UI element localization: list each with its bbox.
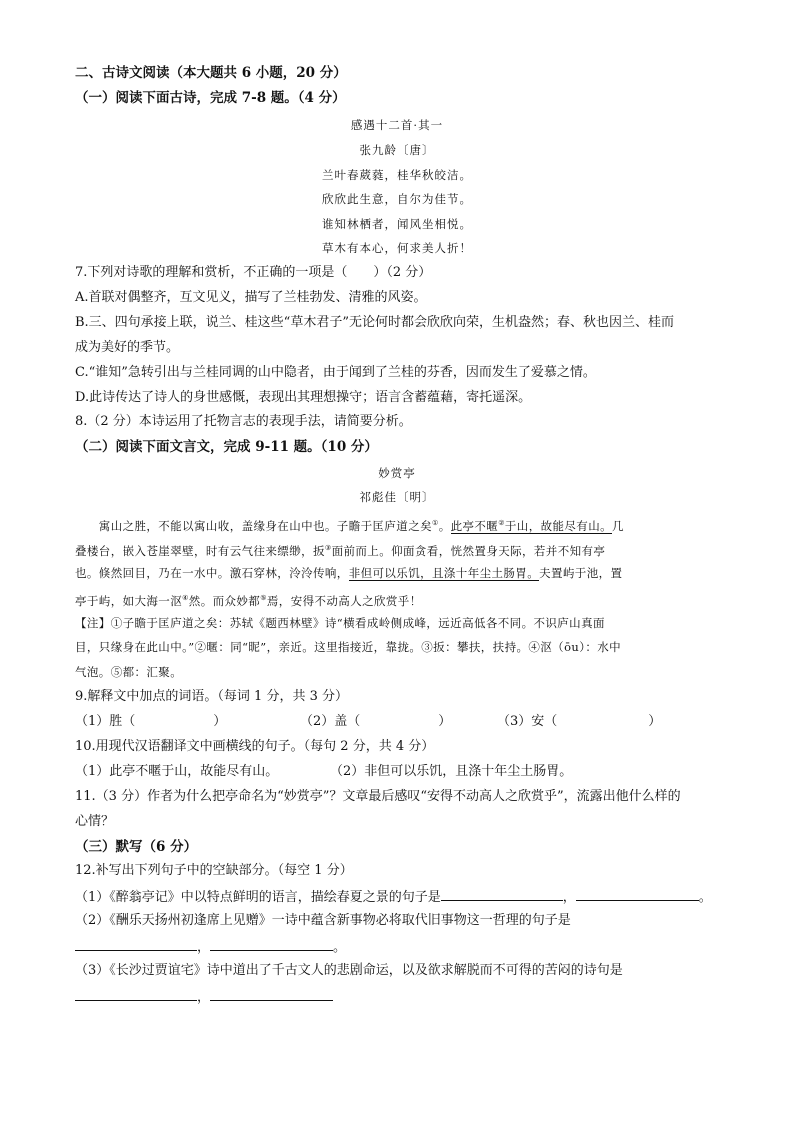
footnote-mark: ④ xyxy=(182,594,189,602)
essay-author: 祁彪佳〔明〕 xyxy=(359,490,435,504)
essay-text: 于山，故能尽有山。 xyxy=(504,518,612,533)
essay-title: 妙赏亭 xyxy=(378,466,416,480)
part3-heading: （三）默写（6 分） xyxy=(75,839,198,855)
q7-option-a: A.首联对偶整齐，互文见义，描写了兰桂勃发、清雅的风姿。 xyxy=(75,290,427,305)
part2-heading: （二）阅读下面文言文，完成 9-11 题。（10 分） xyxy=(75,439,378,455)
essay-text: 焉，安得不动高人之欣赏乎！ xyxy=(266,593,422,608)
essay-text: 几 xyxy=(612,518,624,533)
essay-text: 叠楼台，嵌入苍崖翠壁，时有云气往来缥缈，扳 xyxy=(75,543,325,558)
q12-item-1-text: （1）《醉翁亭记》中以特点鲜明的语言，描绘春夏之景的句子是 xyxy=(75,890,441,905)
note-line: 目，只缘身在此山中。”②暱：同“昵”，亲近。这里指接近，靠拢。③扳：攀扶，扶持。④沤（ōu）：水中 xyxy=(75,640,622,654)
q7-option-c: C.“谁知”急转引出与兰桂同调的山中隐者，由于闻到了兰桂的芬香，因而发生了爱慕之情。 xyxy=(75,365,596,380)
poem-author: 张九龄〔唐〕 xyxy=(359,143,435,157)
essay-text: 然。而众妙都 xyxy=(188,593,261,608)
footnote-mark: ⑤ xyxy=(260,594,267,602)
period: 。 xyxy=(333,940,347,955)
poem-title: 感遇十二首·其一 xyxy=(350,118,444,132)
answer-blank[interactable] xyxy=(576,887,699,901)
comma: ， xyxy=(197,940,211,955)
q12-item-3-answers xyxy=(75,987,333,1007)
q7-stem: 7.下列对诗歌的理解和赏析，不正确的一项是（ ）（2 分） xyxy=(75,265,432,280)
q12-item-2: （2）《酬乐天扬州初逢席上见赠》一诗中蕴含新事物必将取代旧事物这一哲理的句子是 xyxy=(75,913,571,928)
q8: 8.（2 分）本诗运用了托物言志的表现手法，请简要分析。 xyxy=(75,414,412,429)
q7-option-b: B.三、四句承接上联，说兰、桂这些“草木君子”无论何时都会欣欣向荣，生机盎然；春、秋也因兰、桂而 xyxy=(75,315,674,330)
section-title: 二、古诗文阅读（本大题共 6 小题，20 分） xyxy=(75,65,347,81)
q12-item-1 xyxy=(75,887,712,907)
q11: 11.（3 分）作者为什么把亭命名为“妙赏亭”？文章最后感叹“安得不动高人之欣赏乎”，流露出他什么样的 xyxy=(75,789,681,804)
poem-line: 兰叶春葳蕤，桂华秋皎洁。 xyxy=(322,168,472,182)
essay-text: 亭于屿，如大海一沤 xyxy=(75,593,183,608)
q9-stem: 9.解释文中加点的词语。（每词 1 分，共 3 分） xyxy=(75,689,348,704)
answer-blank[interactable] xyxy=(75,987,197,1001)
essay-text: 。 xyxy=(438,518,451,533)
poem-line: 谁知林栖者，闻风坐相悦。 xyxy=(322,217,472,231)
essay-text: 面前而上。仰面贪看，恍然置身天际，若并不知有亭 xyxy=(331,543,606,558)
q10-item-1: （1）此亭不暱于山，故能尽有山。 xyxy=(75,764,279,779)
essay-line xyxy=(75,514,624,535)
q7-option-d: D.此诗传达了诗人的身世感慨，表现出其理想操守；语言含蓄蕴藉，寄托遥深。 xyxy=(75,390,532,405)
underlined-sentence: 非但可以乐饥，且涤十年尘土肠胃。 xyxy=(348,566,540,580)
essay-text: 此亭不暱 xyxy=(450,518,499,533)
answer-blank[interactable] xyxy=(210,937,333,951)
q10-item-2: （2）非但可以乐饥，且涤十年尘土肠胃。 xyxy=(330,764,573,779)
poem-line: 草木有本心，何求美人折！ xyxy=(322,241,472,255)
part1-heading: （一）阅读下面古诗，完成 7-8 题。（4 分） xyxy=(75,90,346,106)
comma: ， xyxy=(197,990,211,1005)
q12-item-2-answers xyxy=(75,937,346,957)
q10-stem: 10.用现代汉语翻译文中画横线的句子。（每句 2 分，共 4 分） xyxy=(75,739,435,754)
poem-line: 欣欣此生意，自尔为佳节。 xyxy=(322,192,472,206)
note-line: 【注】①子瞻于匡庐道之矣：苏轼《题西林壁》诗“横看成岭侧成峰，远近高低各不同。不识庐山真面 xyxy=(75,616,605,630)
answer-blank[interactable] xyxy=(210,987,333,1001)
answer-blank[interactable] xyxy=(441,887,563,901)
essay-line xyxy=(75,589,422,610)
note-line: 气泡。⑤都：汇聚。 xyxy=(75,665,183,679)
period: 。 xyxy=(698,890,712,905)
q9-item-2: （2）盖（ ） xyxy=(300,714,452,729)
q7-option-b-cont: 成为美好的季节。 xyxy=(75,340,180,355)
essay-line xyxy=(75,539,605,560)
essay-text: 也。倏然回目，乃在一水中。激石穿林，泠泠传响， xyxy=(75,566,349,580)
comma: ， xyxy=(562,890,576,905)
footnote-mark: ① xyxy=(432,519,439,527)
essay-line xyxy=(75,564,622,582)
q9-item-3: （3）安（ ） xyxy=(497,714,662,729)
underlined-sentence xyxy=(451,519,612,534)
q9-item-1: （1）胜（ ） xyxy=(75,714,227,729)
q12-stem: 12.补写出下列句子中的空缺部分。（每空 1 分） xyxy=(75,863,353,878)
footnote-mark: ② xyxy=(498,519,505,527)
essay-text: 夫置屿于池，置 xyxy=(539,566,623,580)
answer-blank[interactable] xyxy=(75,937,197,951)
essay-text: 寓山之胜，不能以寓山收，盖缘身在山中也。子瞻于匡庐道之矣 xyxy=(75,518,432,533)
footnote-mark: ③ xyxy=(324,544,332,552)
q12-item-3: （3）《长沙过贾谊宅》诗中道出了千古文人的悲剧命运，以及欲求解脱而不可得的苦闷的诗句是 xyxy=(75,963,623,978)
q11-cont: 心情？ xyxy=(75,814,115,829)
